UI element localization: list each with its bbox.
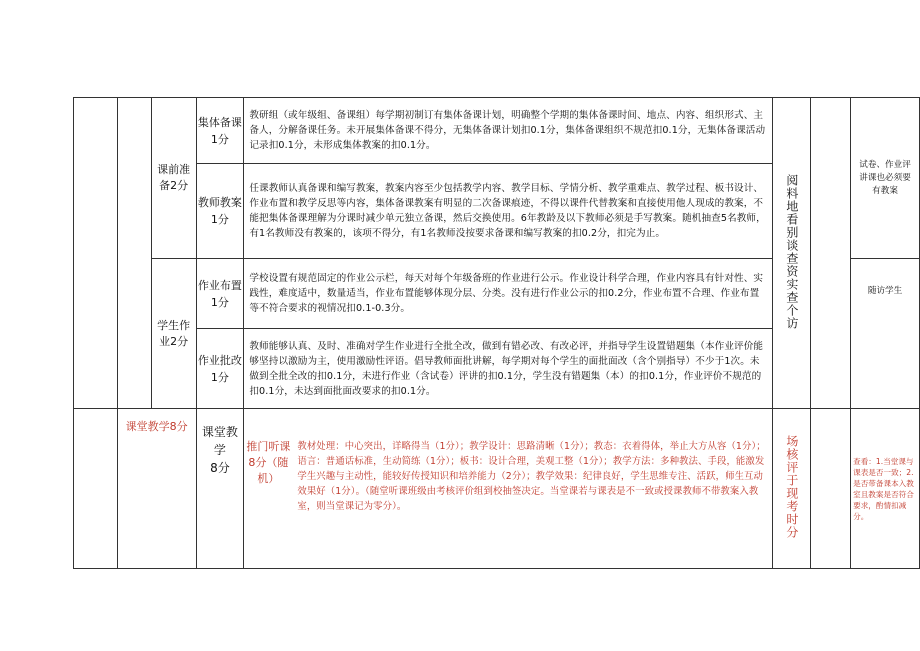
blank-cell xyxy=(117,98,151,409)
category-label: 学生作业2分 xyxy=(157,318,191,348)
item-score: 1分 xyxy=(210,295,229,309)
evaluation-table xyxy=(73,97,920,569)
note-classroom-check xyxy=(851,409,920,569)
item-description: 教师能够认真、及时、准确对学生作业进行全批全改，做到有错必改、有改必评，并指导学生设置错题集（本作业评价能够坚持以激励为主，使用激励性评语。倡导教师面批讲解，每学期对每个学生的面批面改（含个别指导）不少于1次。未做到全批全改的扣0.1分，未进行作业（含试卷）评讲的扣0.1分，学生没有错题集（本）的扣0.1分，作业评价不规范的扣0.1分，未达到面批面改要求的扣0.1分。 xyxy=(244,329,773,409)
note-text: 查看：1.当堂课与课表是否一致；2.是否带备课本入教室且教案是否符合要求，酌情扣减分。 xyxy=(853,456,914,521)
blank-cell xyxy=(74,98,118,409)
item-collective-prep xyxy=(196,98,244,164)
item-description: 教研组（或年级组、备课组）每学期初制订有集体备课计划，明确整个学期的集体备课时间、地点、内容、组织形式、主备人，分解备课任务。未开展集体备课不得分，无集体备课计划扣0.1分，集体备课组织不规范扣0.1分，无集体备课活动记录扣0.1分，未形成集体教案的扣0.1分。 xyxy=(244,98,773,164)
category-label: 课前准备2分 xyxy=(157,163,191,192)
classroom-detail-cell xyxy=(244,409,773,569)
note-visit-students xyxy=(851,259,920,409)
category-homework xyxy=(151,259,196,409)
blank-cell xyxy=(74,409,118,569)
item-name: 作业批改 xyxy=(197,353,242,367)
item-score: 8分 xyxy=(210,461,230,475)
item-name: 集体备课 xyxy=(197,115,242,129)
item-teacher-lesson-plan xyxy=(196,164,244,259)
item-score: 1分 xyxy=(210,132,229,146)
table-row xyxy=(74,98,920,164)
item-homework-grading xyxy=(196,329,244,409)
note-text: 随访学生 xyxy=(867,286,903,296)
item-name: 教师教案 xyxy=(197,196,242,209)
item-score: 1分 xyxy=(210,213,229,226)
blank-cell xyxy=(811,409,851,569)
category-label: 课堂教学8分 xyxy=(125,420,188,433)
check-method-text: 阅料地看别谈查资实查个访 xyxy=(784,173,799,330)
item-name: 作业布置 xyxy=(197,278,242,292)
check-method-cell xyxy=(773,98,811,409)
item-classroom-teaching xyxy=(196,409,244,569)
item-name: 课堂教学 xyxy=(201,425,238,457)
method-label: 推门听课8分（随机） xyxy=(246,440,291,485)
check-method-cell xyxy=(773,409,811,569)
category-classroom xyxy=(117,409,196,569)
note-lesson-plan xyxy=(851,98,920,259)
item-description: 任课教师认真备课和编写教案，教案内容至少包括教学内容、教学目标、学情分析、教学重难点、教学过程、板书设计、作业布置和教学反思等内容，集体备课教案有明显的二次备课痕迹，不得以课件代替教案和直接使用他人现成的教案，不能把集体备课理解为分课时减少单元独立备课，然后交换使用。6年教龄及以下教师必须是手写教案。随机抽查5名教师，有1名教师没有教案的，该项不得分，有1名教师没按要求备课和编写教案的扣0.2分，扣完为止。 xyxy=(244,164,773,259)
blank-cell xyxy=(811,98,851,409)
item-description: 学校设置有规范固定的作业公示栏，每天对每个年级备班的作业进行公示。作业设计科学合理，作业内容具有针对性、实践性，难度适中，数量适当，作业布置能够体现分层、分类。没有进行作业公示的扣0.2分，作业布置不合理、作业布置等不符合要求的视情况扣0.1-0.3分。 xyxy=(244,259,773,329)
check-method-text: 场核评于现考时分 xyxy=(784,435,799,539)
note-text: 试卷、作业评讲课也必须要有教案 xyxy=(859,159,911,196)
table-row xyxy=(74,409,920,569)
item-homework-assign xyxy=(196,259,244,329)
item-score: 1分 xyxy=(210,370,229,384)
item-description: 教材处理：中心突出，详略得当（1分）；教学设计：思路清晰（1分）；教态：衣着得体，举止大方从容（1分）；语言：普通话标准，生动简练（1分）；板书：设计合理，美观工整（1分）；教学方法：多种教法、手段，能激发学生兴趣与主动性，能较好传授知识和培养能力（2分）；教学效果：纪律良好，学生思维专注、活跃，师生互动效果好（1分）。（随堂听课班级由考核评价组到校抽签决定。当堂课若与课表是不一致或授课教师不带教案入教室，则当堂课记为零分）。 xyxy=(297,441,766,512)
category-pre-class xyxy=(151,98,196,259)
